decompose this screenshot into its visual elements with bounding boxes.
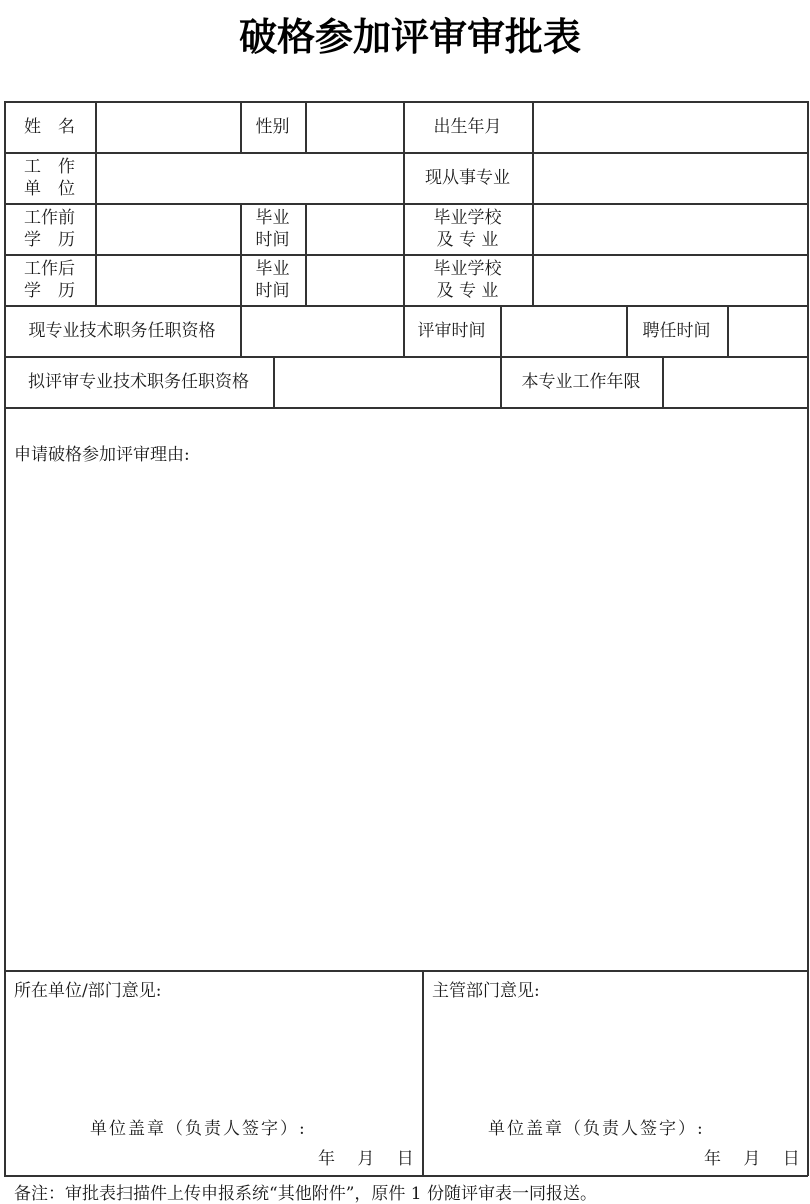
gender-label — [240, 101, 305, 152]
post-work-education-label-line1: 工作后 — [24, 258, 75, 279]
name-label-text: 姓 名 — [24, 116, 75, 137]
grid-line — [4, 407, 808, 409]
proposed-qualification-label — [4, 356, 273, 407]
pre-school-major-field[interactable] — [533, 204, 807, 254]
current-major-field[interactable] — [533, 153, 807, 203]
work-unit-label-line2: 单 位 — [24, 178, 75, 199]
birth-label-text: 出生年月 — [433, 116, 502, 137]
reason-field[interactable] — [6, 470, 806, 968]
post-school-major-field[interactable] — [533, 255, 807, 305]
pre-work-education-field[interactable] — [96, 204, 240, 254]
work-unit-field[interactable] — [96, 153, 403, 203]
authority-opinion-label: 主管部门意见: — [432, 981, 540, 1001]
post-work-education-label-line2: 学 历 — [24, 280, 75, 301]
proposed-qualification-label-text: 拟评审专业技术职务任职资格 — [28, 371, 249, 392]
unit-seal-label: 单位盖章（负责人签字）: — [90, 1119, 307, 1139]
unit-opinion-field[interactable] — [6, 1002, 420, 1102]
unit-opinion-label: 所在单位/部门意见: — [14, 981, 162, 1001]
work-years-label-text: 本专业工作年限 — [521, 371, 641, 392]
pre-graduation-time-label-line2: 时间 — [255, 229, 290, 250]
review-time-field[interactable] — [501, 306, 626, 356]
post-graduation-time-field[interactable] — [306, 255, 403, 305]
pre-work-education-label-line1: 工作前 — [24, 207, 75, 228]
birth-field[interactable] — [533, 102, 807, 152]
gender-field[interactable] — [306, 102, 403, 152]
authority-seal-label: 单位盖章（负责人签字）: — [488, 1119, 705, 1139]
gender-label-text: 性别 — [255, 116, 290, 137]
grid-line — [4, 1175, 808, 1177]
pre-school-major-label — [403, 203, 532, 254]
footnote: 备注：审批表扫描件上传申报系统“其他附件”，原件 1 份随评审表一同报送。 — [14, 1184, 598, 1204]
grid-line — [4, 970, 808, 972]
page-title: 破格参加评审审批表 — [238, 15, 581, 59]
post-school-major-label-line2: 及 专 业 — [436, 280, 499, 301]
post-work-education-field[interactable] — [96, 255, 240, 305]
pre-graduation-time-label — [240, 203, 305, 254]
pre-work-education-label — [4, 203, 95, 254]
post-school-major-label-line1: 毕业学校 — [433, 258, 502, 279]
name-field[interactable] — [96, 102, 240, 152]
post-graduation-time-label-line1: 毕业 — [255, 258, 290, 279]
post-work-education-label — [4, 254, 95, 305]
current-qualification-field[interactable] — [241, 306, 403, 356]
employ-time-label — [626, 305, 727, 356]
review-time-label-text: 评审时间 — [417, 320, 486, 341]
pre-graduation-time-label-line1: 毕业 — [255, 207, 290, 228]
grid-line — [807, 101, 809, 1176]
unit-date-label: 年 月 日 — [318, 1149, 414, 1169]
work-unit-label-line1: 工 作 — [24, 156, 75, 177]
pre-school-major-label-line2: 及 专 业 — [436, 229, 499, 250]
authority-opinion-field[interactable] — [424, 1002, 806, 1102]
work-years-field[interactable] — [663, 357, 807, 407]
reason-label: 申请破格参加评审理由: — [14, 445, 190, 465]
post-graduation-time-label — [240, 254, 305, 305]
current-qualification-label — [4, 305, 240, 356]
current-major-label-text: 现从事专业 — [425, 167, 510, 188]
employ-time-field[interactable] — [728, 306, 807, 356]
post-graduation-time-label-line2: 时间 — [255, 280, 290, 301]
pre-school-major-label-line1: 毕业学校 — [433, 207, 502, 228]
current-qualification-label-text: 现专业技术职务任职资格 — [28, 320, 216, 341]
proposed-qualification-field[interactable] — [274, 357, 500, 407]
pre-work-education-label-line2: 学 历 — [24, 229, 75, 250]
current-major-label — [403, 152, 532, 203]
pre-graduation-time-field[interactable] — [306, 204, 403, 254]
work-years-label — [500, 356, 662, 407]
authority-date-label: 年 月 日 — [704, 1149, 800, 1169]
name-label — [4, 101, 95, 152]
birth-label — [403, 101, 532, 152]
work-unit-label — [4, 152, 95, 203]
employ-time-label-text: 聘任时间 — [642, 320, 711, 341]
post-school-major-label — [403, 254, 532, 305]
review-time-label — [403, 305, 500, 356]
